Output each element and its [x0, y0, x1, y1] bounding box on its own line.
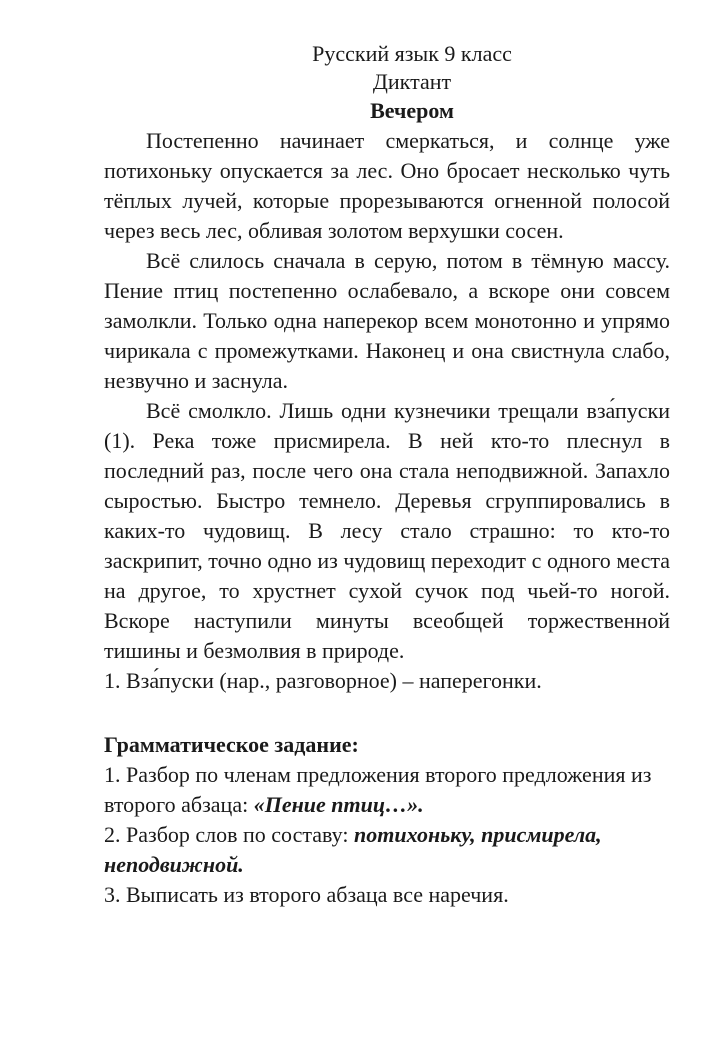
document-type-heading: Диктант [372, 69, 452, 94]
task-2 [104, 820, 670, 880]
task-3: 3. Выписать из второго абзаца все наречия. [104, 882, 509, 907]
task-1-quote: «Пение птиц…». [253, 792, 424, 817]
footnote: 1. Вза́пуски (нар., разговорное) – наперегонки. [104, 668, 542, 693]
paragraph-2: Всё слилось сначала в серую, потом в тёмную массу. Пение птиц постепенно ослабевало, а вскоре они совсем замолкли. Только одна наперекор всем монотонно и упрямо чирикала с промежутками. Наконец и она свистнула слабо, незвучно и заснула. [104, 248, 670, 393]
dictation-page [104, 40, 670, 910]
task-1 [104, 760, 670, 820]
task-2-text: 2. Разбор слов по составу: [104, 822, 354, 847]
grammar-task-heading: Грамматическое задание: [104, 732, 359, 757]
task-2-words: потихоньку, присмирела, неподвижной. [104, 822, 602, 877]
paragraph-3: Всё смолкло. Лишь одни кузнечики трещали вза́пуски (1). Река тоже присмирела. В ней кто-то плеснул в последний раз, после чего она стала неподвижной. Запахло сыростью. Быстро темнело. Деревья сгруппировались в каких-то чудовищ. В лесу стало страшно: то кто-то заскрипит, точно одно из чудовищ переходит с одного места на другое, то хрустнет сухой сучок под чьей-то ногой. Вскоре наступили минуты всеобщей торжественной тишины и безмолвия в природе. [104, 398, 670, 663]
dictation-title: Вечером [370, 98, 454, 123]
paragraph-1: Постепенно начинает смеркаться, и солнце уже потихоньку опускается за лес. Оно бросает несколько чуть тёплых лучей, которые прорезываются огненной полосой через весь лес, обливая золотом верхушки сосен. [104, 128, 670, 243]
subject-heading: Русский язык 9 класс [312, 41, 512, 66]
task-1-text: 1. Разбор по членам предложения второго предложения из второго абзаца: [104, 762, 652, 817]
